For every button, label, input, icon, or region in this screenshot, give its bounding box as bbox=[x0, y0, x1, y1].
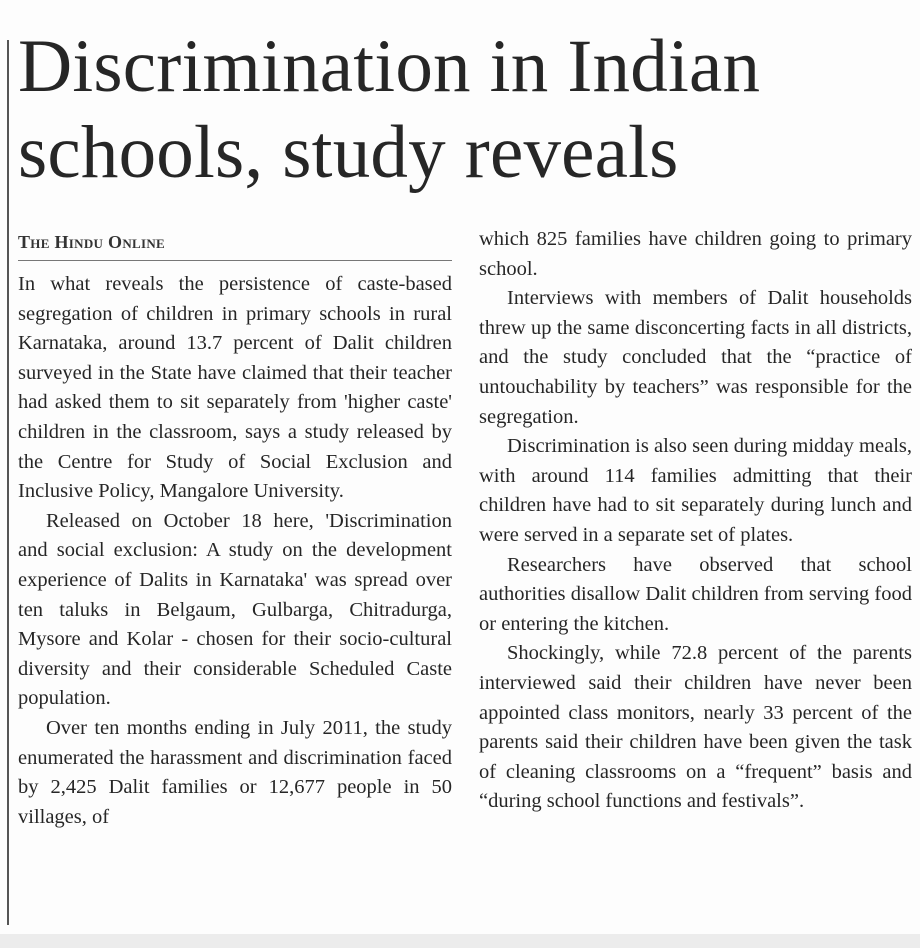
page-edge bbox=[0, 934, 920, 948]
article-paragraph: which 825 families have children going to primary school. bbox=[479, 228, 912, 280]
article-paragraph: Researchers have observed that school authorities disallow Dalit children from serving food or entering the kitchen. bbox=[479, 553, 912, 635]
article-paragraph: In what reveals the persistence of caste-based segregation of children in primary schools in rural Karnataka, around 13.7 percent of Dalit children surveyed in the State have claimed that their teacher had asked them to sit separately from 'higher caste' children in the classroom, says a study released by the Centre for Study of Social Exclusion and Inclusive Policy, Mangalore University. bbox=[18, 273, 452, 503]
article-paragraph: Over ten months ending in July 2011, the study enumerated the harassment and discrimination faced by 2,425 Dalit families or 12,677 people in 50 villages, of bbox=[18, 716, 452, 828]
headline: Discrimination in Indian schools, study reveals bbox=[18, 25, 761, 194]
source-byline: The Hindu Online bbox=[18, 231, 452, 261]
article-paragraph: Shockingly, while 72.8 percent of the parents interviewed said their children have never been appointed class monitors, nearly 33 percent of the parents said their children have been given the task of cleaning classrooms on a “frequent” basis and “during school functions and festivals”. bbox=[479, 642, 912, 813]
article-paragraph: Released on October 18 here, 'Discrimination and social exclusion: A study on the development experience of Dalits in Karnataka' was spread over ten taluks in Belgaum, Gulbarga, Chitradurga, Mysore and Kolar - chosen for their socio-cultural diversity and their considerable Scheduled Caste population. bbox=[18, 509, 452, 710]
article-paragraph: Discrimination is also seen during midday meals, with around 114 families admitting that their children have had to sit separately during lunch and were served in a separate set of plates. bbox=[479, 435, 912, 546]
column-rule bbox=[7, 40, 9, 925]
article-column-right bbox=[479, 225, 912, 817]
article-paragraph: Interviews with members of Dalit households threw up the same disconcerting facts in all districts, and the study concluded that the “practice of untouchability by teachers” was responsible for the segregation. bbox=[479, 287, 912, 428]
article-column-left bbox=[18, 270, 452, 832]
